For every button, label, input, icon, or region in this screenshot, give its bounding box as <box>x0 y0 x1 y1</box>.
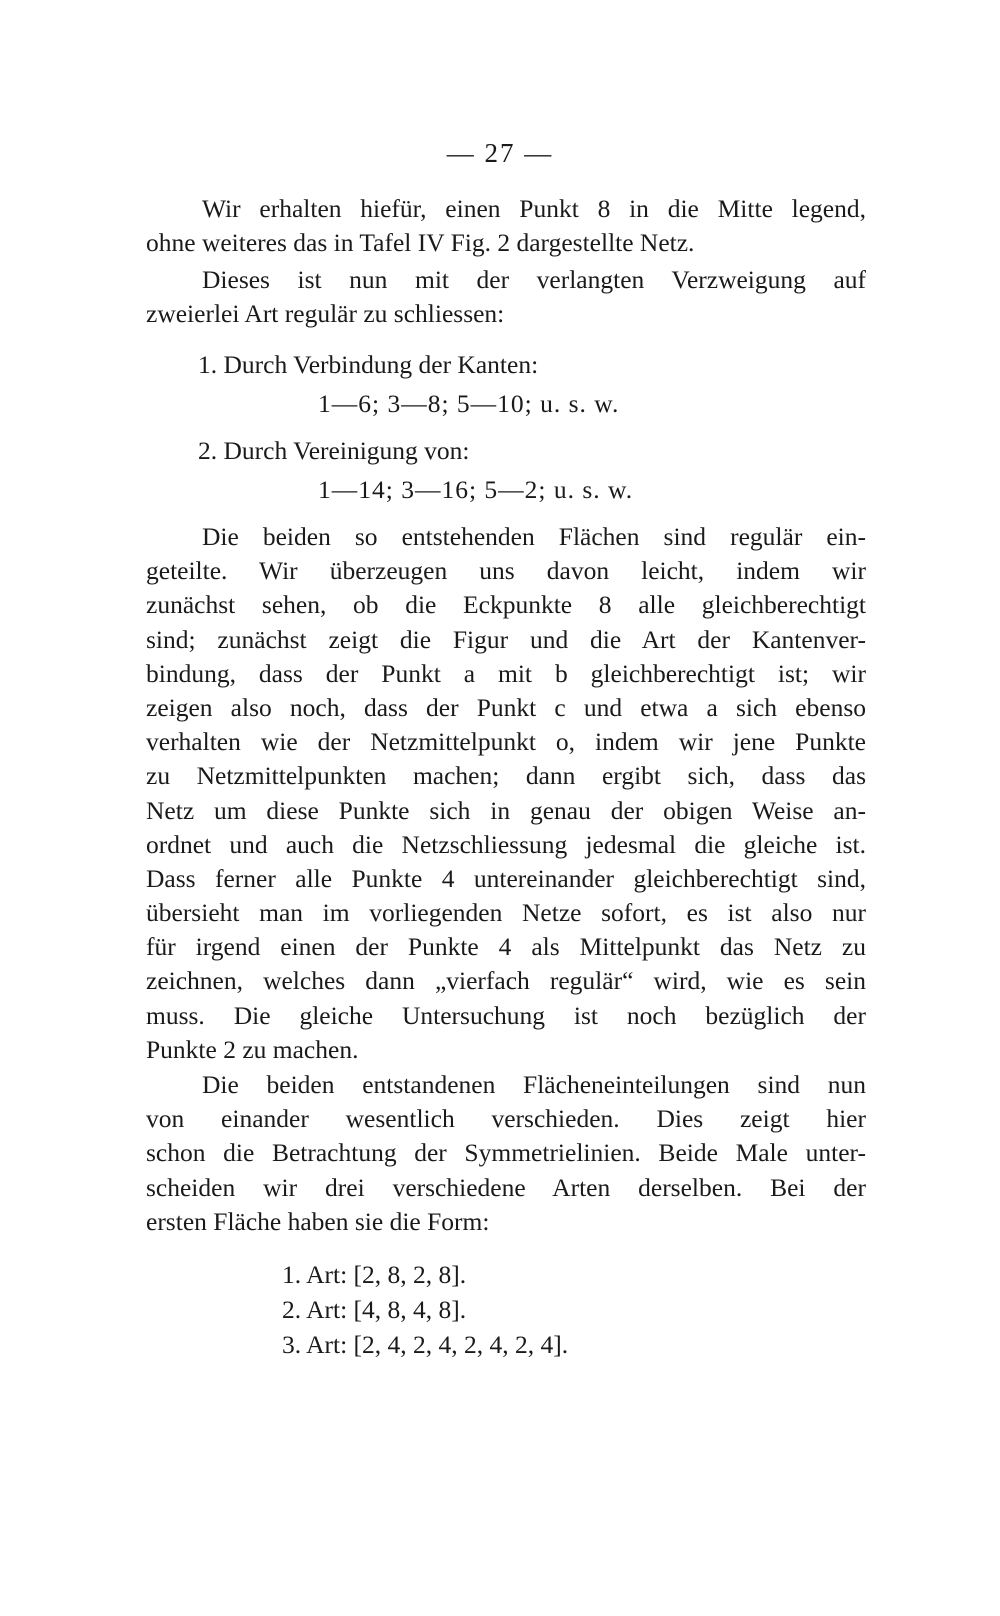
text-line: Netz um diese Punkte sich in genau der obigen Weise an- <box>146 795 866 825</box>
text-line: zweierlei Art regulär zu schliessen: <box>146 299 505 329</box>
text-line: bindung, dass der Punkt a mit b gleichberechtigt ist; wir <box>146 658 866 688</box>
list-item-2-values: 1—14; 3—16; 5—2; u. s. w. <box>318 475 634 504</box>
text-line: sind; zunächst zeigt die Figur und die Art der Kantenver- <box>146 624 866 654</box>
text-line: ohne weiteres das in Tafel IV Fig. 2 dargestellte Netz. <box>146 228 695 258</box>
text-line: verhalten wie der Netzmittelpunkt o, indem wir jene Punkte <box>146 727 866 757</box>
art-1: 1. Art: [2, 8, 2, 8]. <box>282 1260 467 1289</box>
text-line: scheiden wir drei verschiedene Arten derselben. Bei der <box>146 1172 866 1202</box>
text-line: schon die Betrachtung der Symmetrielinien. Beide Male unter- <box>146 1138 866 1168</box>
art-2: 2. Art: [4, 8, 4, 8]. <box>282 1295 467 1324</box>
paragraph-1 <box>146 192 866 260</box>
text-line: Dass ferner alle Punkte 4 untereinander gleichberechtigt sind, <box>146 863 866 893</box>
text-line: von einander wesentlich verschieden. Dies zeigt hier <box>146 1104 866 1134</box>
text-line: zeichnen, welches dann „vierfach regulär“ wird, wie es sein <box>146 966 866 996</box>
page-number: — 27 — <box>446 138 554 168</box>
text-line: übersieht man im vorliegenden Netze sofort, es ist also nur <box>146 898 866 928</box>
text-line: Die beiden so entstehenden Flächen sind regulär ein- <box>202 522 866 551</box>
text-line: ersten Fläche haben sie die Form: <box>146 1206 490 1236</box>
text-line: zunächst sehen, ob die Eckpunkte 8 alle gleichberechtigt <box>146 590 866 620</box>
list-item-1: 1. Durch Verbindung der Kanten: <box>198 350 539 379</box>
text-line: zu Netzmittelpunkten machen; dann ergibt sich, dass das <box>146 761 866 791</box>
text-line: Wir erhalten hiefür, einen Punkt 8 in die Mitte legend, <box>202 194 866 223</box>
text-line: geteilte. Wir überzeugen uns davon leicht, indem wir <box>146 556 866 586</box>
text-line: für irgend einen der Punkte 4 als Mittelpunkt das Netz zu <box>146 932 866 962</box>
text-line: Punkte 2 zu machen. <box>146 1034 359 1064</box>
list-item-2: 2. Durch Vereinigung von: <box>198 436 470 465</box>
paragraph-4 <box>146 1068 866 1239</box>
text-line: Die beiden entstandenen Flächeneinteilungen sind nun <box>202 1070 866 1099</box>
text-line: ordnet und auch die Netzschliessung jedesmal die gleiche ist. <box>146 829 866 859</box>
art-3: 3. Art: [2, 4, 2, 4, 2, 4, 2, 4]. <box>282 1330 569 1359</box>
text-line: zeigen also noch, dass der Punkt c und etwa a sich ebenso <box>146 692 866 722</box>
text-line: muss. Die gleiche Untersuchung ist noch bezüglich der <box>146 1000 866 1030</box>
list-item-1-values: 1—6; 3—8; 5—10; u. s. w. <box>318 389 620 418</box>
paragraph-3 <box>146 520 866 1067</box>
text-line: Dieses ist nun mit der verlangten Verzweigung auf <box>202 265 866 294</box>
paragraph-2 <box>146 263 866 331</box>
